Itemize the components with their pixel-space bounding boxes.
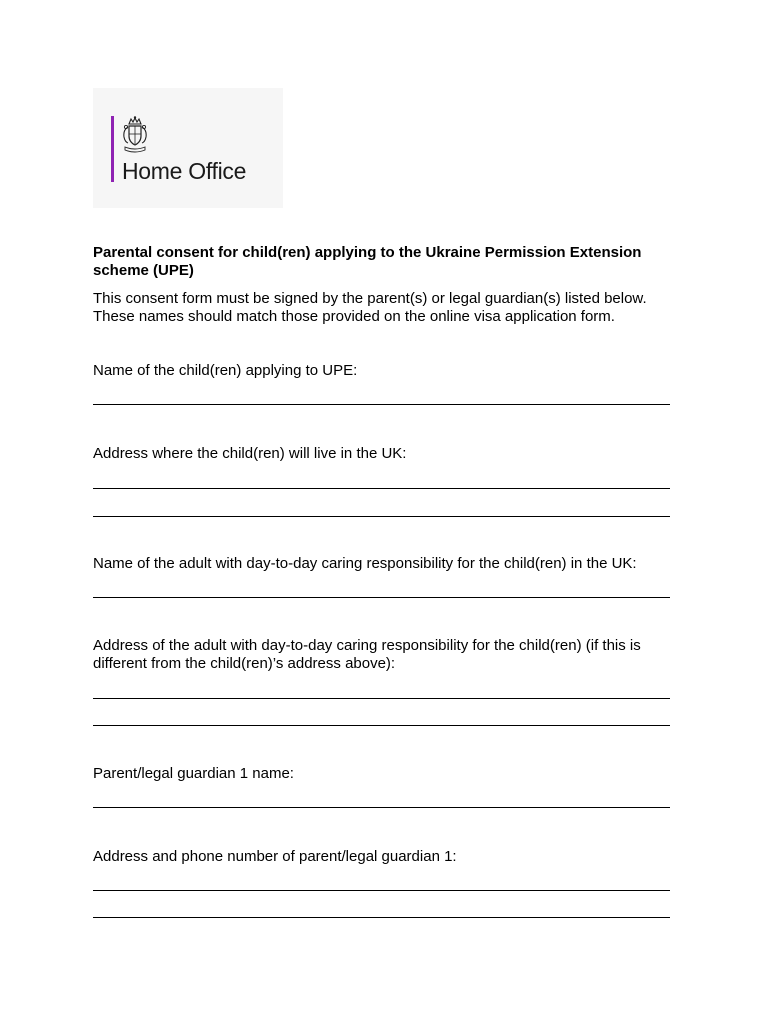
child-name-label: Name of the child(ren) applying to UPE: [93,362,358,379]
carer-address-line-1[interactable] [93,698,670,699]
guardian-1-address-line-1[interactable] [93,890,670,891]
royal-coat-of-arms-icon [121,115,149,155]
logo-accent-bar [111,116,114,182]
child-address-line-2[interactable] [93,516,670,517]
carer-address-line-2[interactable] [93,725,670,726]
form-title: Parental consent for child(ren) applying to the Ukraine Permission Extension scheme (UPE) [93,244,642,279]
logo-text: Home Office [122,158,247,184]
child-address-label: Address where the child(ren) will live in the UK: [93,445,407,462]
intro-line-2: These names should match those provided on the online visa application form. [93,308,615,325]
home-office-logo [93,88,283,208]
carer-address-label: Address of the adult with day-to-day caring responsibility for the child(ren) (if this is different from the child(ren)’s address above): [93,637,641,672]
carer-name-label: Name of the adult with day-to-day caring responsibility for the child(ren) in the UK: [93,555,637,572]
guardian-1-address-line-2[interactable] [93,917,670,918]
child-address-line-1[interactable] [93,488,670,489]
carer-name-line[interactable] [93,597,670,598]
form-intro [93,290,693,326]
child-name-line[interactable] [93,404,670,405]
guardian-1-address-label: Address and phone number of parent/legal guardian 1: [93,848,457,865]
intro-line-1: This consent form must be signed by the parent(s) or legal guardian(s) listed below. [93,290,647,307]
guardian-1-name-label: Parent/legal guardian 1 name: [93,765,294,782]
guardian-1-name-line[interactable] [93,807,670,808]
